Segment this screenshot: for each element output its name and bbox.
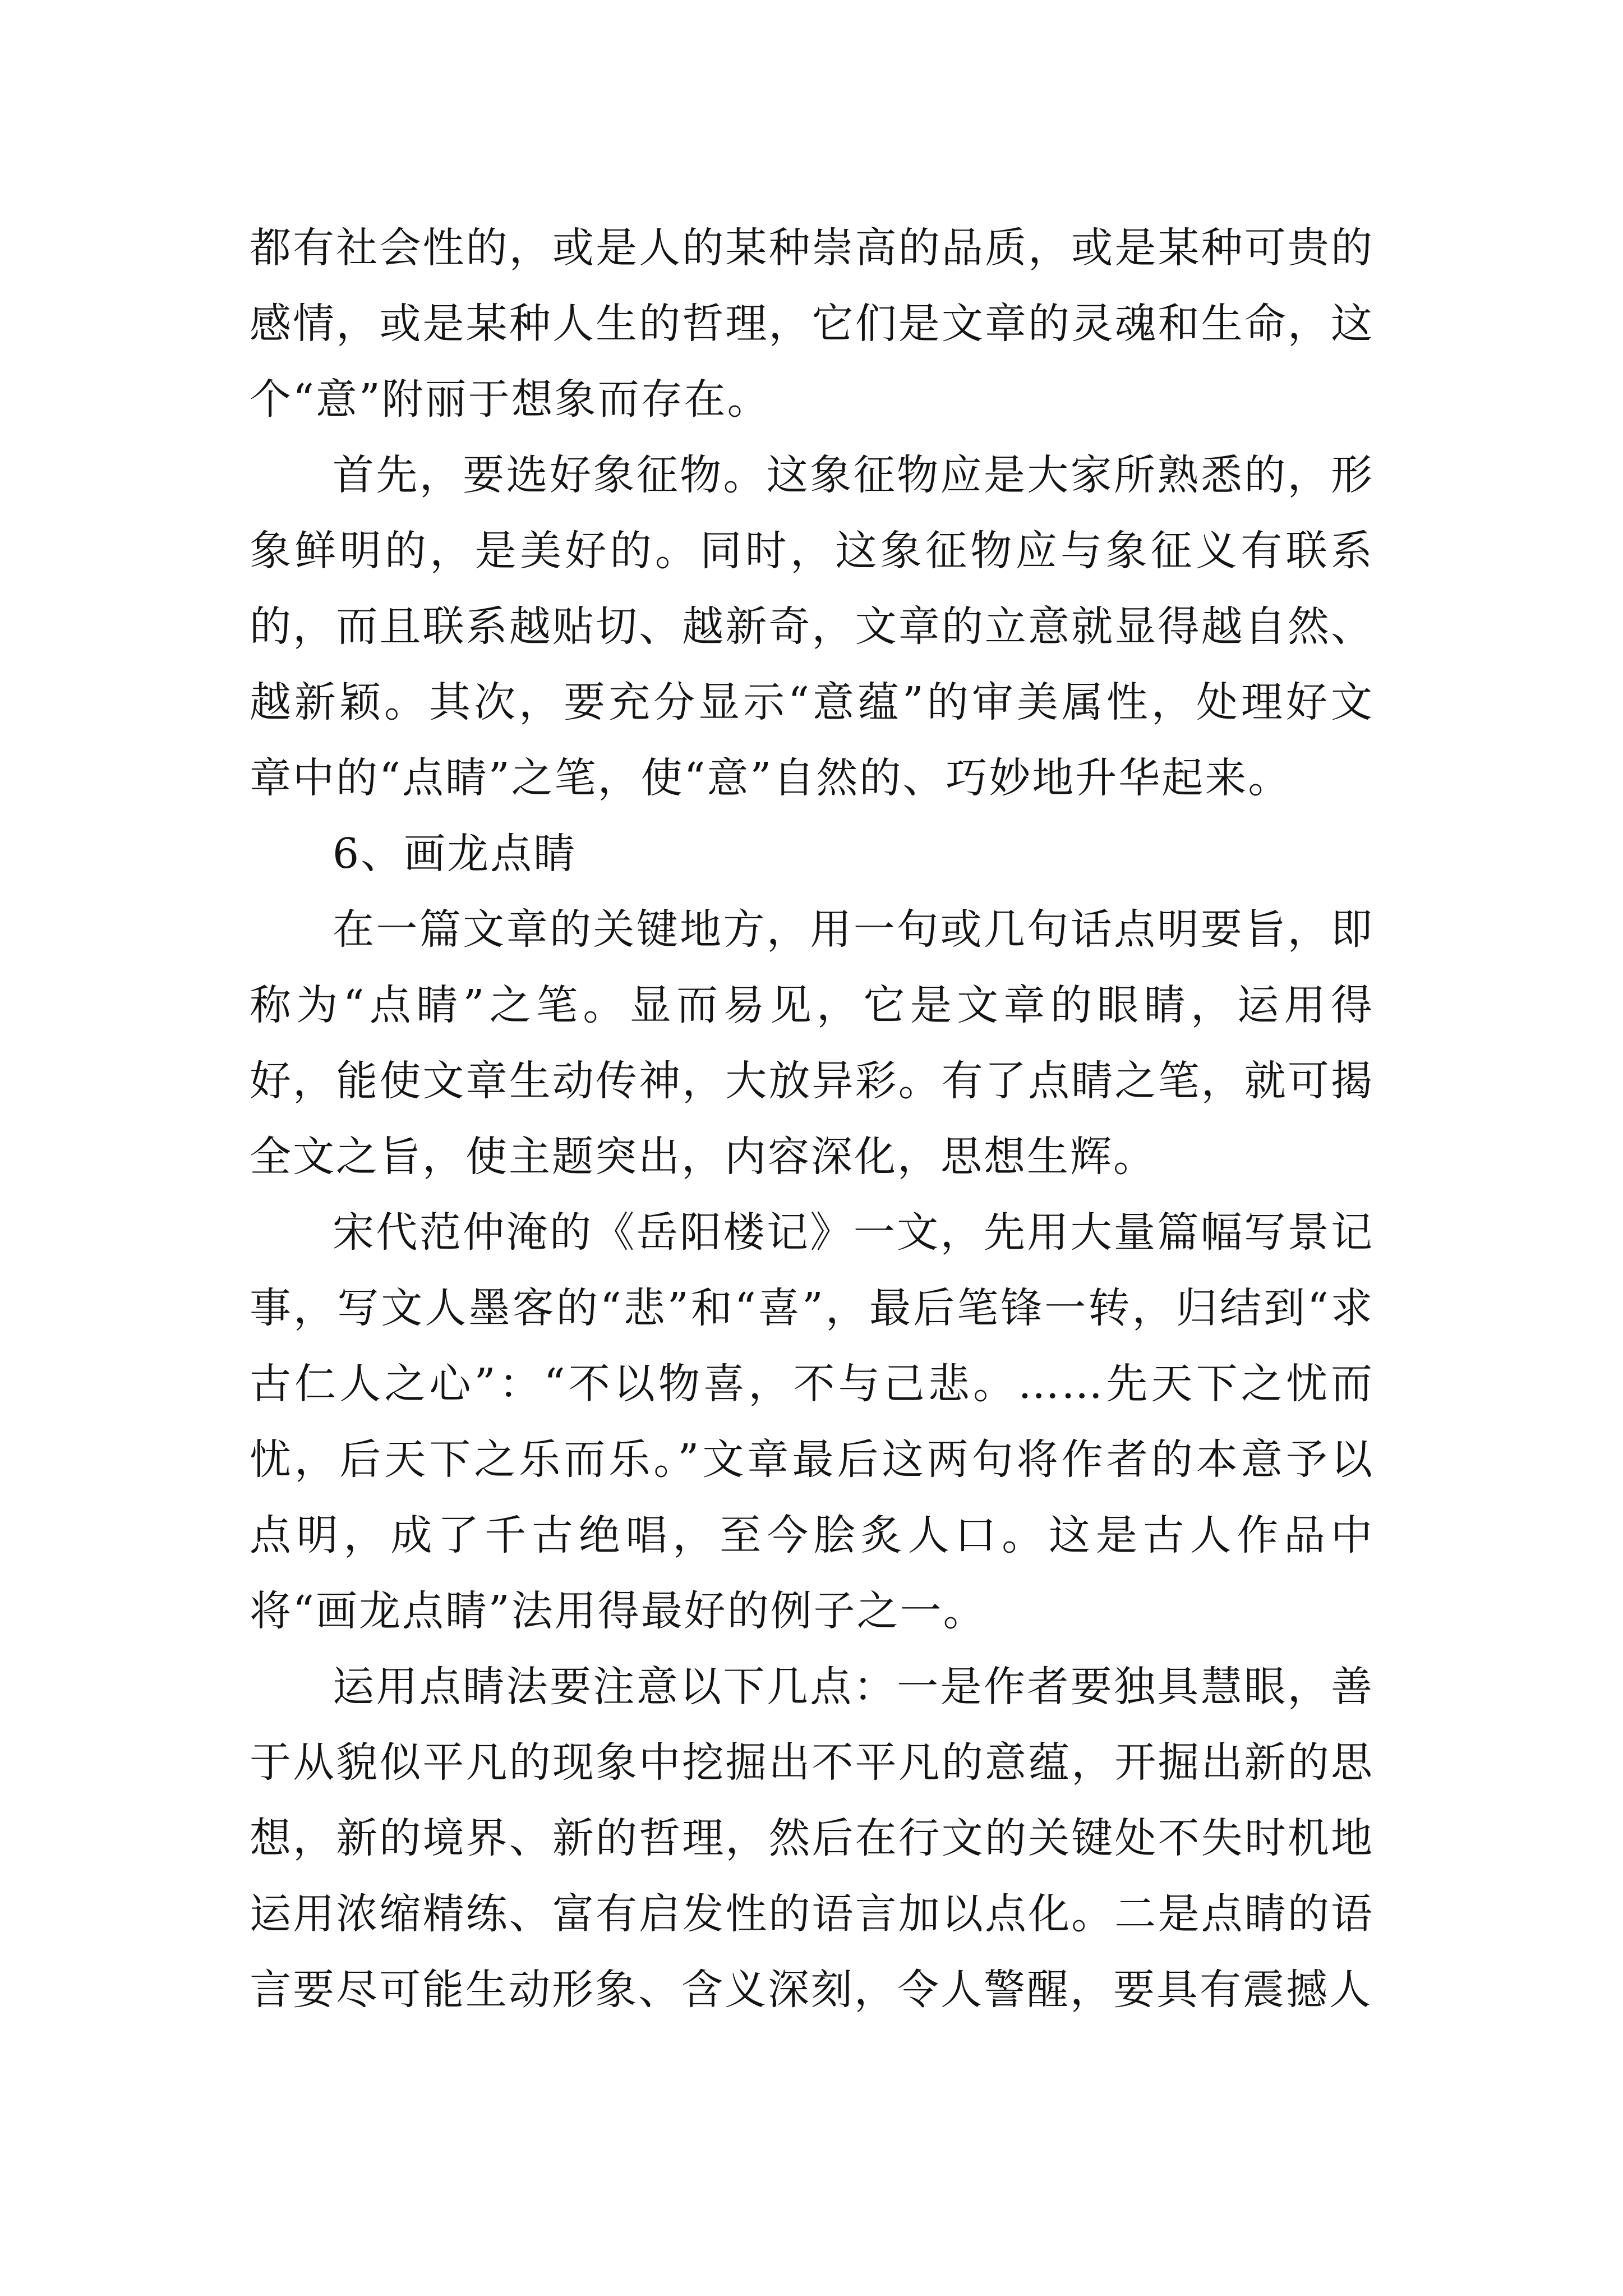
section-heading: 6、画龙点睛: [333, 830, 577, 878]
paragraph-dianjing-method: 运用点睛法要注意以下几点：一是作者要独具慧眼，善于从貌似平凡的现象中挖掘出不平凡的意蕴，开掘出新的思想，新的境界、新的哲理，然后在行文的关键处不失时机地运用浓缩精练、富有启发性的语言加以点化。二是点睛的语言要尽可能生动形象、含义深刻，令人警醒，要具有震撼人: [250, 1663, 1374, 2014]
paragraph-symbol-selection: 首先，要选好象征物。这象征物应是大家所熟悉的，形象鲜明的，是美好的。同时，这象征物应与象征义有联系的，而且联系越贴切、越新奇，文章的立意就显得越自然、越新颖。其次，要充分显示“意蕴”的审美属性，处理好文章中的“点睛”之笔，使“意”自然的、巧妙地升华起来。: [250, 451, 1374, 802]
paragraph-continued: 都有社会性的，或是人的某种崇高的品质，或是某种可贵的感情，或是某种人生的哲理，它们是文章的灵魂和生命，这个“意”附丽于想象而存在。: [250, 224, 1374, 424]
document-body: [250, 210, 1374, 2028]
paragraph-yueyanglou-example: 宋代范仲淹的《岳阳楼记》一文，先用大量篇幅写景记事，写文人墨客的“悲”和“喜”，最后笔锋一转，归结到“求古仁人之心”：“不以物喜，不与己悲。……先天下之忧而忧，后天下之乐而乐。”文章最后这两句将作者的本意予以点明，成了千古绝唱，至今脍炙人口。这是古人作品中将“画龙点睛”法用得最好的例子之一。: [250, 1208, 1374, 1635]
paragraph-dianjing-definition: 在一篇文章的关键地方，用一句或几句话点明要旨，即称为“点睛”之笔。显而易见，它是文章的眼睛，运用得好，能使文章生动传神，大放异彩。有了点睛之笔，就可揭全文之旨，使主题突出，内容深化，思想生辉。: [250, 905, 1374, 1181]
